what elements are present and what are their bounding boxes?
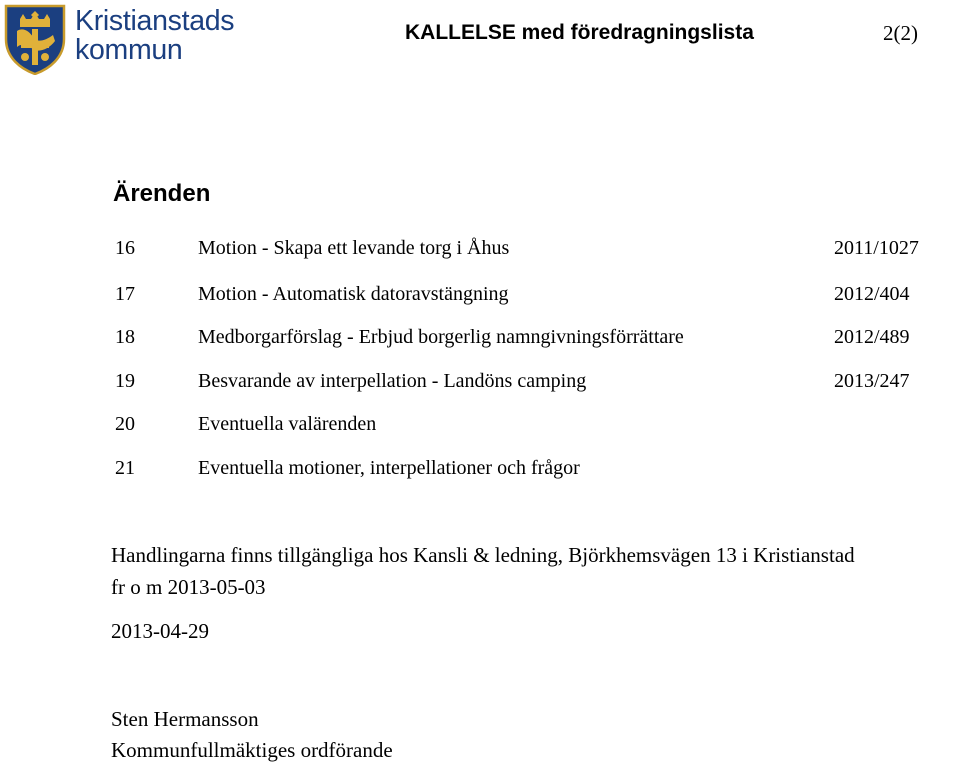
agenda-item — [0, 368, 960, 394]
item-title: Motion - Automatisk datoravstängning — [198, 283, 509, 305]
item-reference: 2012/404 — [834, 283, 910, 305]
item-title: Medborgarförslag - Erbjud borgerlig namngivningsförrättare — [198, 326, 684, 348]
item-reference: 2013/247 — [834, 370, 910, 392]
item-number: 20 — [115, 413, 135, 435]
availability-date-text: fr o m 2013-05-03 — [111, 575, 266, 599]
coat-of-arms-icon — [3, 3, 67, 75]
item-reference: 2012/489 — [834, 326, 910, 348]
item-number: 18 — [115, 326, 135, 348]
item-title: Motion - Skapa ett levande torg i Åhus — [198, 237, 510, 259]
agenda-item — [0, 411, 960, 437]
item-number: 21 — [115, 457, 135, 479]
signer-name: Sten Hermansson — [111, 707, 259, 731]
item-number: 17 — [115, 283, 135, 305]
item-reference: 2011/1027 — [834, 237, 919, 259]
agenda-item — [0, 455, 960, 481]
item-number: 16 — [115, 237, 135, 259]
logo-text-line1: Kristianstads — [75, 5, 235, 37]
document-date: 2013-04-29 — [111, 619, 209, 643]
availability-text: Handlingarna finns tillgängliga hos Kansli & ledning, Björkhemsvägen 13 i Kristianstad — [111, 543, 855, 567]
document-title: KALLELSE med föredragningslista — [405, 21, 754, 44]
item-title: Eventuella motioner, interpellationer och frågor — [198, 457, 580, 479]
agenda-item — [0, 324, 960, 350]
agenda-item — [0, 281, 960, 307]
page-number: 2(2) — [883, 21, 918, 45]
signer-title: Kommunfullmäktiges ordförande — [111, 738, 393, 762]
item-title: Eventuella valärenden — [198, 413, 377, 435]
municipality-logo — [3, 3, 263, 75]
agenda-item — [0, 235, 960, 261]
section-heading: Ärenden — [113, 180, 211, 207]
item-title: Besvarande av interpellation - Landöns camping — [198, 370, 587, 392]
logo-text-line2: kommun — [75, 34, 183, 66]
item-number: 19 — [115, 370, 135, 392]
